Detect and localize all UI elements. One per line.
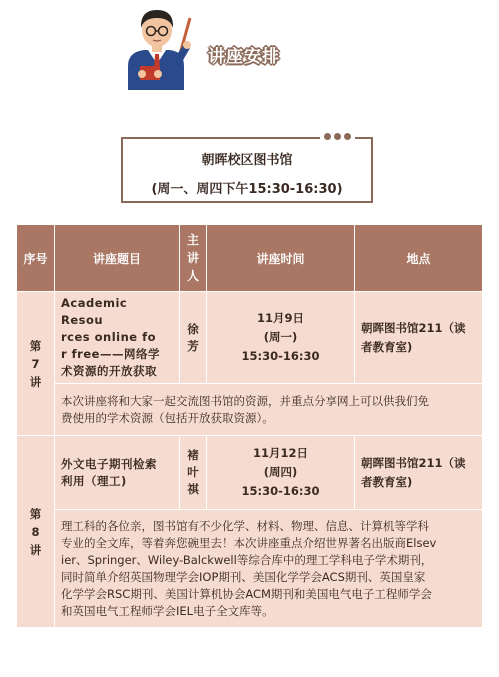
table-row [17,292,483,384]
header-place: 地点 [355,225,483,292]
speaker-char: 徐 [187,321,199,336]
header-speaker-text: 主讲人 [186,233,199,283]
lecture-date: 11月12日 [252,446,308,460]
number-char: 讲 [29,374,42,389]
description-line: 和英国电气工程师学会IEL电子全文库等。 [61,603,274,618]
lecture-topic [55,436,180,510]
speaker-char: 叶 [187,465,199,479]
topic-line: 术资源的开放获取 [61,364,157,378]
lecture-number [17,292,55,436]
header-time: 讲座时间 [207,225,355,292]
lecture-description [55,510,483,628]
topic-line: r free——网络学 [61,347,160,361]
place-line: 朝晖图书馆211（读 [361,455,466,470]
location-box [121,137,373,203]
lecture-hours: 15:30-16:30 [241,349,320,363]
lecture-weekday: (周一) [263,330,298,344]
speaker-char: 祺 [187,482,199,496]
speaker-char: 褚 [187,448,199,462]
lecture-place [355,292,483,384]
topic-line: 利用（理工) [61,473,127,488]
lecture-place [355,436,483,510]
table-row-description [17,510,483,628]
topic-line: Academic Resou [61,296,128,327]
description-line: 理工科的各位亲，图书馆有不少化学、材料、物理、信息、计算机等学科 [61,518,429,533]
header-topic: 讲座题目 [55,225,180,292]
number-char: 第 [29,506,42,521]
place-line: 者教育室) [361,474,413,489]
lecture-speaker [180,436,207,510]
speaker-char: 芳 [187,338,199,353]
lecture-time [207,292,355,384]
page-title: 讲座安排 [208,47,280,67]
table-header-row [17,225,483,292]
location-schedule: (周一、周四下午15:30-16:30) [151,182,343,197]
dots-decoration [320,133,355,140]
header-no: 序号 [17,225,55,292]
description-line: 同时简单介绍英国物理学会IOP期刊、美国化学学会ACS期刊、英国皇家 [61,569,426,584]
lecture-speaker [180,292,207,384]
topic-line: 外文电子期刊检索 [61,456,157,471]
description-line: 专业的全文库，等着奔您碗里去！本次讲座重点介绍世界著名出版商Elsev [61,535,437,550]
table-row [17,436,483,510]
description-line: 费使用的学术资源（包括开放获取资源）。 [61,410,274,425]
number-char: 8 [31,524,40,539]
table-row-description [17,384,483,436]
lecture-date: 11月9日 [256,311,304,325]
description-line: 化学学会RSC期刊、美国计算机协会ACM期刊和美国电气电子工程师学会 [61,586,432,601]
header-banner [0,0,499,110]
description-line: ier、Springer、Wiley-Balckwell等综合库中的理工学科电子学术期刊， [61,552,433,567]
description-line: 本次讲座将和大家一起交流图书馆的资源，并重点分享网上可以供我们免 [61,393,429,408]
number-char: 讲 [29,542,42,557]
topic-line: rces online fo [61,330,157,344]
location-name: 朝晖校区图书馆 [201,153,293,168]
number-char: 7 [31,356,40,371]
number-char: 第 [29,338,42,353]
lecture-topic [55,292,180,384]
lecture-number [17,436,55,628]
lecture-weekday: (周四) [263,465,298,479]
header-speaker [180,225,207,292]
place-line: 者教育室) [361,339,413,354]
lecture-time [207,436,355,510]
lecture-hours: 15:30-16:30 [241,484,320,498]
teacher-icon [118,4,196,90]
place-line: 朝晖图书馆211（读 [361,320,466,335]
lecture-schedule-table [16,224,483,628]
lecture-description [55,384,483,436]
